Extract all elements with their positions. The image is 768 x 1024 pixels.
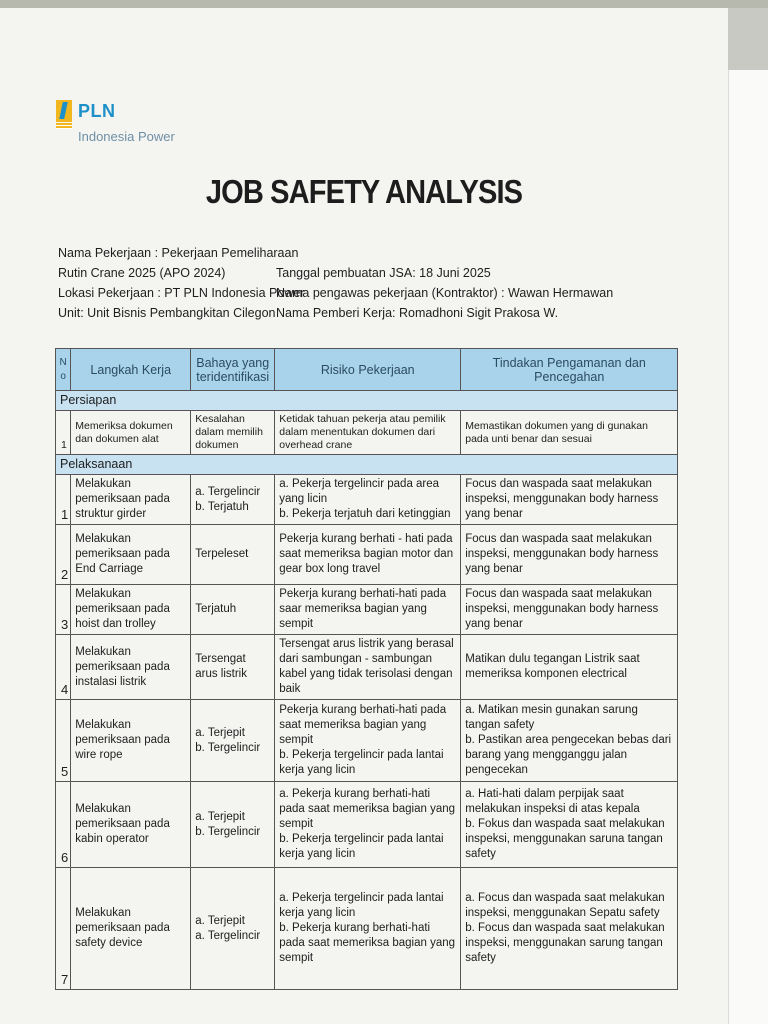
row-no: 6 — [56, 782, 71, 868]
row-risiko-item: a. Pekerja tergelincir pada area yang licin — [279, 478, 440, 505]
jsa-date: Tanggal pembuatan JSA: 18 Juni 2025 — [276, 266, 491, 280]
row-langkah: Melakukan pemeriksaan pada hoist dan trolley — [71, 585, 191, 635]
row-risiko — [275, 585, 461, 635]
table-row — [56, 635, 678, 700]
row-tindakan — [461, 475, 678, 525]
header-bahaya: Bahaya yang teridentifikasi — [191, 349, 275, 391]
row-langkah: Melakukan pemeriksaan pada safety device — [71, 868, 191, 990]
top-strip — [0, 0, 768, 8]
section-persiapan: Persiapan — [56, 391, 678, 411]
row-tindakan-item: Focus dan waspada saat melakukan inspeksi, menggunakan body harness yang benar — [465, 533, 659, 575]
row-langkah: Melakukan pemeriksaan pada End Carriage — [71, 525, 191, 585]
row-bahaya-item: Terpeleset — [195, 548, 249, 560]
row-tindakan-item: b. Focus dan waspada saat melakukan inspeksi, menggunakan sarung tangan safety — [465, 922, 665, 964]
row-langkah: Melakukan pemeriksaan pada instalasi listrik — [71, 635, 191, 700]
row-risiko: Ketidak tahuan pekerja atau pemilik dalam menentukan dokumen dari overhead crane — [275, 411, 461, 455]
row-risiko-item: a. Pekerja kurang berhati-hati pada saat memeriksa bagian yang sempit — [279, 788, 456, 830]
job-info-right — [276, 263, 613, 323]
row-risiko — [275, 635, 461, 700]
row-no: 7 — [56, 868, 71, 990]
row-no: 3 — [56, 585, 71, 635]
row-bahaya-item: a. Tergelincir — [195, 485, 261, 498]
row-tindakan-item: Matikan dulu tegangan Listrik saat memeriksa komponen electrical — [465, 653, 640, 680]
row-bahaya-item: Tersengat arus listrik — [195, 653, 247, 680]
row-no: 5 — [56, 700, 71, 782]
row-risiko — [275, 475, 461, 525]
row-risiko-item: b. Pekerja tergelincir pada lantai kerja yang licin — [279, 833, 444, 860]
header-risiko: Risiko Pekerjaan — [275, 349, 461, 391]
row-bahaya — [191, 475, 275, 525]
header-langkah: Langkah Kerja — [71, 349, 191, 391]
row-no: 1 — [56, 475, 71, 525]
employer-name: Nama Pemberi Kerja: Romadhoni Sigit Prakosa W. — [276, 306, 559, 320]
row-tindakan-item: b. Pastikan area pengecekan bebas dari barang yang mengganggu jalan pengecekan — [465, 734, 672, 776]
jsa-table — [55, 348, 678, 990]
table-row — [56, 868, 678, 990]
job-unit: Unit: Unit Bisnis Pembangkitan Cilegon — [58, 306, 276, 320]
row-bahaya — [191, 782, 275, 868]
job-name-line-1: Nama Pekerjaan : Pekerjaan Pemeliharaan — [58, 246, 299, 260]
page-edge — [728, 70, 768, 1024]
section-row — [56, 391, 678, 411]
row-langkah: Memeriksa dokumen dan dokumen alat — [71, 411, 191, 455]
row-bahaya — [191, 868, 275, 990]
row-risiko-item: b. Pekerja tergelincir pada lantai kerja yang licin — [279, 749, 444, 776]
row-tindakan-item: Focus dan waspada saat melakukan inspeksi, menggunakan body harness yang benar — [465, 588, 659, 630]
row-bahaya — [191, 635, 275, 700]
section-row — [56, 455, 678, 475]
row-tindakan — [461, 868, 678, 990]
row-tindakan — [461, 585, 678, 635]
row-tindakan — [461, 525, 678, 585]
row-bahaya-item: b. Tergelincir — [195, 825, 261, 838]
row-risiko-item: Pekerja kurang berhati - hati pada saat memeriksa bagian motor dan gear box long travel — [279, 533, 454, 575]
row-langkah: Melakukan pemeriksaan pada wire rope — [71, 700, 191, 782]
row-bahaya-item: a. Tergelincir — [195, 929, 261, 942]
row-bahaya — [191, 700, 275, 782]
logo-brand: PLN — [78, 101, 116, 121]
row-bahaya — [191, 525, 275, 585]
row-tindakan — [461, 635, 678, 700]
row-risiko-item: Pekerja kurang berhati-hati pada saar memeriksa bagian yang sempit — [279, 588, 447, 630]
table-row — [56, 411, 678, 455]
table-row — [56, 475, 678, 525]
row-risiko — [275, 525, 461, 585]
row-tindakan-item: a. Hati-hati dalam perpijak saat melakukan inspeksi di atas kepala — [465, 788, 640, 815]
row-risiko-item: a. Pekerja tergelincir pada lantai kerja yang licin — [279, 892, 444, 919]
table-row — [56, 525, 678, 585]
document-title: JOB SAFETY ANALYSIS — [205, 173, 523, 210]
row-bahaya — [191, 585, 275, 635]
table-row — [56, 700, 678, 782]
row-langkah: Melakukan pemeriksaan pada kabin operator — [71, 782, 191, 868]
row-tindakan-item: a. Matikan mesin gunakan sarung tangan safety — [465, 704, 638, 731]
job-name-line-2: Rutin Crane 2025 (APO 2024) — [58, 266, 226, 280]
table-row — [56, 585, 678, 635]
supervisor-name: Nama pengawas pekerjaan (Kontraktor) : Wawan Hermawan — [276, 286, 614, 300]
job-info-left — [58, 243, 304, 323]
header-no: N o — [56, 349, 71, 391]
row-bahaya-item: b. Tergelincir — [195, 741, 261, 754]
row-langkah: Melakukan pemeriksaan pada struktur girder — [71, 475, 191, 525]
row-tindakan — [461, 782, 678, 868]
row-risiko-item: Pekerja kurang berhati-hati pada saat memeriksa bagian yang sempit — [279, 704, 447, 746]
pln-lightning-icon — [54, 100, 74, 130]
row-tindakan — [461, 700, 678, 782]
row-tindakan-item: a. Focus dan waspada saat melakukan inspeksi, menggunakan Sepatu safety — [465, 892, 665, 919]
row-risiko-item: Tersengat arus listrik yang berasal dari sambungan - sambungan kabel yang tidak terisolasi dengan baik — [279, 638, 454, 695]
logo-subtitle: Indonesia Power — [78, 129, 175, 144]
row-no: 2 — [56, 525, 71, 585]
row-tindakan-item: b. Fokus dan waspada saat melakukan inspeksi, menggunakan saruna tangan safety — [465, 818, 665, 860]
row-bahaya-item: b. Terjatuh — [195, 500, 249, 513]
row-risiko — [275, 868, 461, 990]
header-tindakan: Tindakan Pengamanan dan Pencegahan — [461, 349, 678, 391]
row-risiko-item: b. Pekerja kurang berhati-hati pada saat memeriksa bagian yang sempit — [279, 922, 456, 964]
row-bahaya-item: a. Terjepit — [195, 914, 245, 927]
row-no: 1 — [56, 411, 71, 455]
row-tindakan-item: Focus dan waspada saat melakukan inspeksi, menggunakan body harness yang benar — [465, 478, 659, 520]
section-pelaksanaan: Pelaksanaan — [56, 455, 678, 475]
table-header-row — [56, 349, 678, 391]
row-tindakan: Memastikan dokumen yang di gunakan pada unti benar dan sesuai — [461, 411, 678, 455]
job-location: Lokasi Pekerjaan : PT PLN Indonesia Power — [58, 286, 305, 300]
row-bahaya: Kesalahan dalam memilih dokumen — [191, 411, 275, 455]
row-risiko — [275, 700, 461, 782]
table-row — [56, 782, 678, 868]
row-risiko — [275, 782, 461, 868]
row-bahaya-item: a. Terjepit — [195, 810, 245, 823]
row-bahaya-item: Terjatuh — [195, 603, 237, 615]
row-risiko-item: b. Pekerja terjatuh dari ketinggian — [279, 508, 451, 520]
row-no: 4 — [56, 635, 71, 700]
row-bahaya-item: a. Terjepit — [195, 726, 245, 739]
